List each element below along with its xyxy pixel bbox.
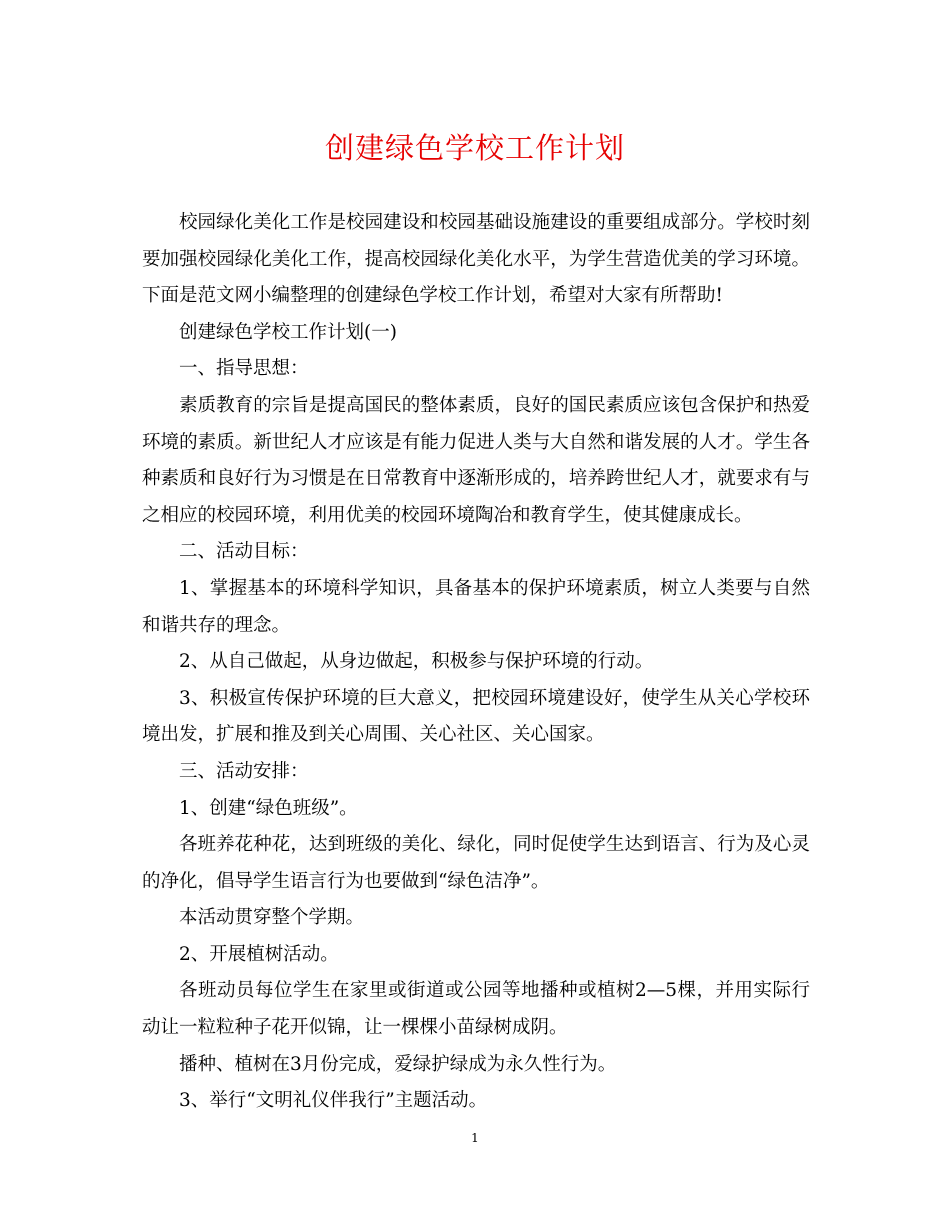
goal-item-3: 3、积极宣传保护环境的巨大意义，把校园环境建设好，使学生从关心学校环境出发，扩展和推及到关心周围、关心社区、关心国家。 bbox=[142, 687, 810, 746]
intro-paragraph: 校园绿化美化工作是校园建设和校园基础设施建设的重要组成部分。学校时刻要加强校园绿化美化工作，提高校园绿化美化水平，为学生营造优美的学习环境。下面是范文网小编整理的创建绿色学校工作计划，希望对大家有所帮助! bbox=[142, 212, 810, 307]
goal-item-2: 2、从自己做起，从身边做起，积极参与保护环境的行动。 bbox=[179, 651, 654, 673]
section-heading-guiding-thought: 一、指导思想： bbox=[179, 358, 309, 380]
page-number: 1 bbox=[471, 1131, 479, 1145]
arrangement-1-detail: 各班养花种花，达到班级的美化、绿化，同时促使学生达到语言、行为及心灵的净化，倡导学生语言行为也要做到“绿色洁净”。 bbox=[142, 834, 810, 892]
arrangement-2-detail: 各班动员每位学生在家里或街道或公园等地播种或植树2—5棵，并用实际行动让一粒粒种子花开似锦，让一棵棵小苗绿树成阴。 bbox=[142, 980, 810, 1039]
document-title: 创建绿色学校工作计划 bbox=[324, 131, 625, 165]
document-body bbox=[142, 205, 810, 1120]
arrangement-item-3: 3、举行“文明礼仪伴我行”主题活动。 bbox=[179, 1090, 488, 1112]
arrangement-2-duration: 播种、植树在3月份完成，爱绿护绿成为永久性行为。 bbox=[179, 1053, 617, 1075]
section-heading-arrangements: 三、活动安排： bbox=[179, 760, 309, 782]
goal-item-1: 1、掌握基本的环境科学知识，具备基本的保护环境素质，树立人类要与自然和谐共存的理念。 bbox=[142, 577, 810, 636]
arrangement-item-2: 2、开展植树活动。 bbox=[179, 943, 339, 965]
arrangement-1-duration: 本活动贯穿整个学期。 bbox=[179, 907, 365, 929]
plan-heading-1: 创建绿色学校工作计划(一) bbox=[179, 321, 397, 343]
section-heading-goals: 二、活动目标： bbox=[179, 541, 309, 563]
arrangement-item-1: 1、创建“绿色班级”。 bbox=[179, 797, 358, 819]
guiding-thought-paragraph: 素质教育的宗旨是提高国民的整体素质，良好的国民素质应该包含保护和热爱环境的素质。新世纪人才应该是有能力促进人类与大自然和谐发展的人才。学生各种素质和良好行为习惯是在日常教育中逐渐形成的，培养跨世纪人才，就要求有与之相应的校园环境，利用优美的校园环境陶冶和教育学生，使其健康成长。 bbox=[142, 394, 810, 526]
